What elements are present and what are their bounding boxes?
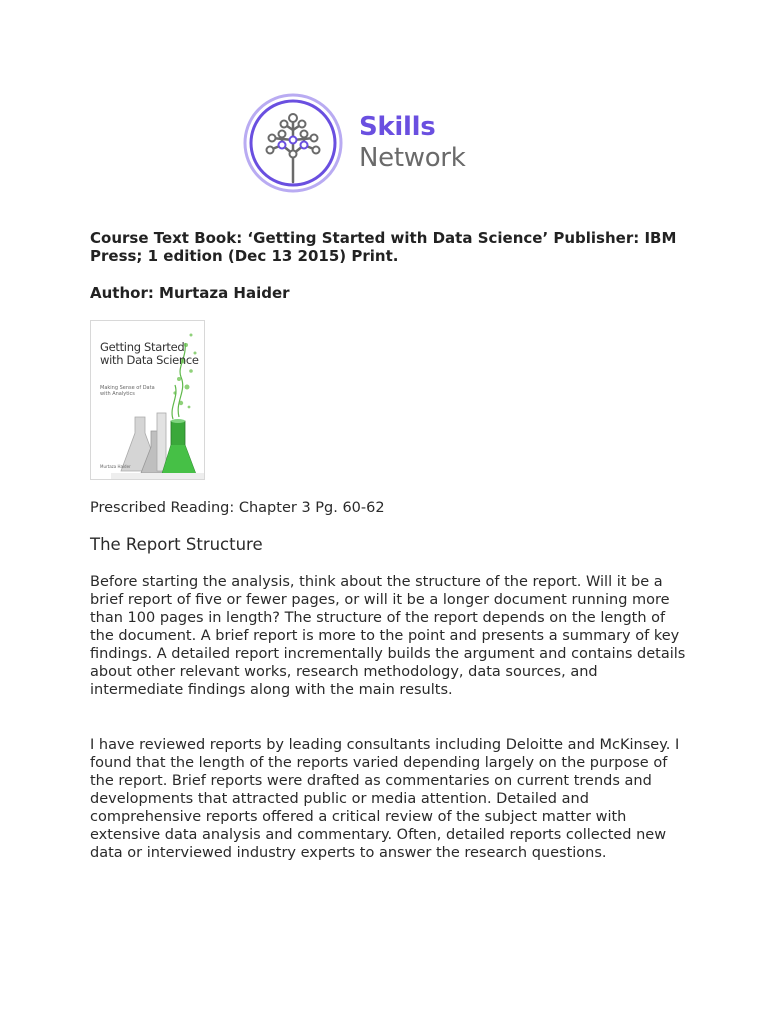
logo-word-network: Network	[359, 143, 466, 173]
section-title: The Report Structure	[90, 535, 263, 554]
skills-network-logo-icon	[242, 92, 344, 194]
book-cover-title: Getting Started with Data Science	[100, 340, 199, 367]
book-cover-subtitle: Making Sense of Data with Analytics	[100, 385, 155, 397]
author-line: Author: Murtaza Haider	[90, 284, 290, 302]
prescribed-reading: Prescribed Reading: Chapter 3 Pg. 60-62	[90, 500, 385, 516]
logo-word-skills: Skills	[359, 112, 436, 142]
book-cover-author: Murtaza Haider	[100, 464, 131, 469]
book-cover-image	[90, 320, 205, 480]
paragraph: I have reviewed reports by leading consultants including Deloitte and McKinsey. I found that the length of the reports varied depending largely on the purpose of the report. Brief reports were drafted as commentaries on current trends and developments that attracted public or media attention. Detailed and comprehensive reports offered a critical review of the subject matter with extensive data analysis and commentary. Often, detailed reports collected new data or interviewed industry experts to answer the research questions.	[90, 737, 680, 861]
course-text-book-line: Course Text Book: ‘Getting Started with Data Science’ Publisher: IBM Press; 1 edition (Dec 13 2015) Print.	[90, 229, 677, 265]
paragraph: Before starting the analysis, think about the structure of the report. Will it be a brief report of five or fewer pages, or will it be a longer document running more than 100 pages in length? The structure of the report depends on the length of the document. A brief report is more to the point and presents a summary of key findings. A detailed report incrementally builds the argument and contains details about other relevant works, research methodology, data sources, and intermediate findings along with the main results.	[90, 574, 686, 698]
